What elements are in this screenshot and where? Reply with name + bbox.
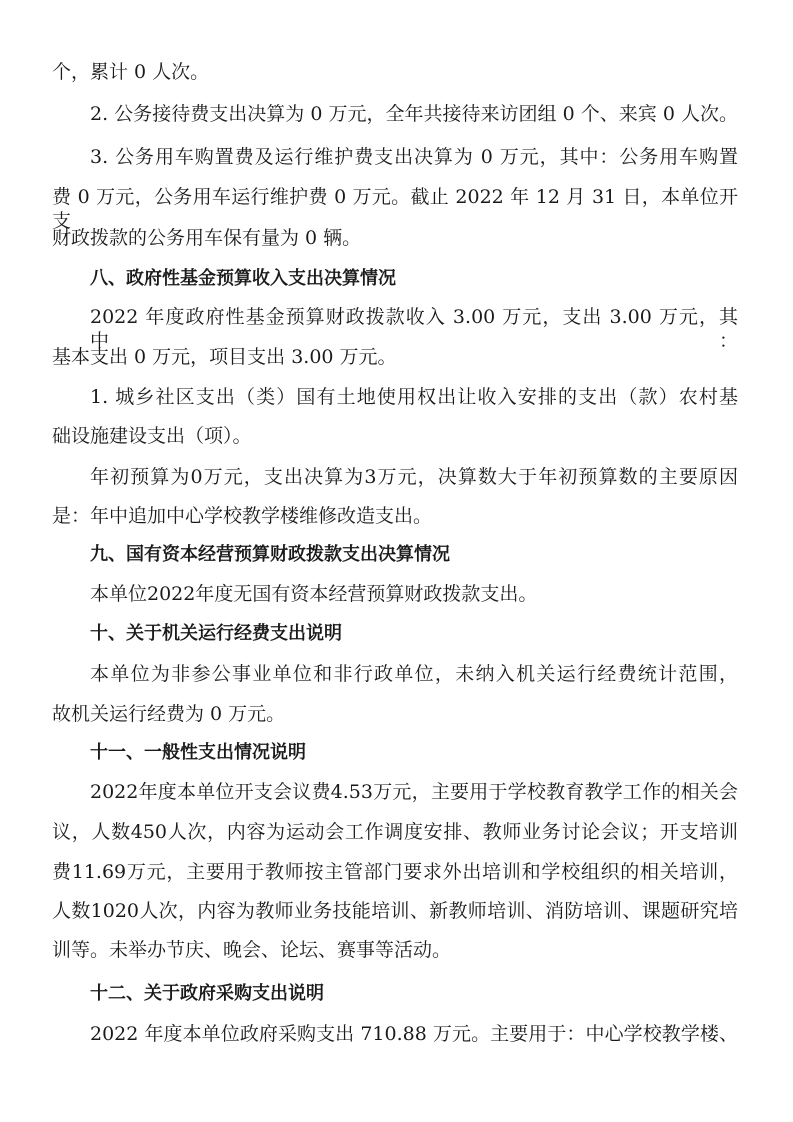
paragraph-line: 训等。未举办节庆、晚会、论坛、赛事等活动。: [52, 939, 452, 961]
paragraph-line: 费11.69万元，主要用于教师按主管部门要求外出培训和学校组织的相关培训，: [52, 861, 738, 883]
paragraph-line: 2022年度本单位开支会议费4.53万元，主要用于学校教育教学工作的相关会: [90, 781, 738, 803]
paragraph-line: 年初预算为0万元，支出决算为3万元，决算数大于年初预算数的主要原因: [90, 466, 738, 488]
paragraph-line: 2022 年度政府性基金预算财政拨款收入 3.00 万元，支出 3.00 万元，其中：: [90, 306, 738, 352]
paragraph-line: 2. 公务接待费支出决算为 0 万元，全年共接待来访团组 0 个、来宾 0 人次。: [90, 103, 738, 125]
paragraph-line: 议，人数450人次，内容为运动会工作调度安排、教师业务讨论会议；开支培训: [52, 821, 738, 843]
section-heading: 十二、关于政府采购支出说明: [90, 983, 324, 1004]
paragraph-line: 基本支出 0 万元，项目支出 3.00 万元。: [52, 346, 397, 368]
paragraph-line: 本单位为非参公事业单位和非行政单位，未纳入机关运行经费统计范围，: [90, 663, 738, 685]
paragraph-line: 个，累计 0 人次。: [52, 61, 210, 83]
paragraph-line: 本单位2022年度无国有资本经营预算财政拨款支出。: [90, 583, 538, 605]
section-heading: 九、国有资本经营预算财政拨款支出决算情况: [90, 544, 450, 565]
paragraph-line: 费 0 万元，公务用车运行维护费 0 万元。截止 2022 年 12 月 31 日，本单位开支: [52, 186, 738, 232]
paragraph-line: 财政拨款的公务用车保有量为 0 辆。: [52, 227, 362, 249]
paragraph-line: 人数1020人次，内容为教师业务技能培训、新教师培训、消防培训、课题研究培: [52, 900, 738, 922]
paragraph-line: 2022 年度本单位政府采购支出 710.88 万元。主要用于：中心学校教学楼、: [90, 1023, 738, 1045]
section-heading: 十一、一般性支出情况说明: [90, 742, 306, 763]
paragraph-line: 故机关运行经费为 0 万元。: [52, 703, 286, 725]
paragraph-line: 是：年中追加中心学校教学楼维修改造支出。: [52, 505, 433, 527]
paragraph-line: 3. 公务用车购置费及运行维护费支出决算为 0 万元，其中：公务用车购置: [90, 146, 738, 168]
paragraph-line: 1. 城乡社区支出（类）国有土地使用权出让收入安排的支出（款）农村基: [90, 386, 738, 408]
paragraph-line: 础设施建设支出（项）。: [52, 425, 252, 447]
section-heading: 十、关于机关运行经费支出说明: [90, 623, 342, 644]
section-heading: 八、政府性基金预算收入支出决算情况: [90, 268, 396, 289]
